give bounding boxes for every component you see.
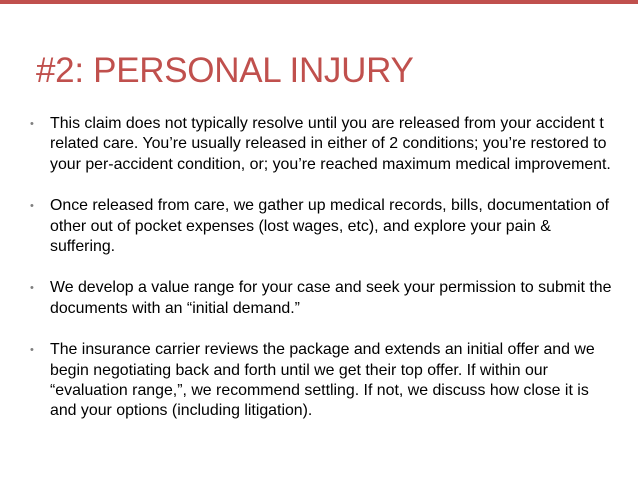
bullet-item-value-range xyxy=(30,278,615,319)
bullet-icon: • xyxy=(30,344,34,357)
bullet-item-release xyxy=(30,114,615,175)
slide-title: #2: PERSONAL INJURY xyxy=(36,51,414,90)
bullet-icon: • xyxy=(30,282,34,295)
bullet-text: Once released from care, we gather up medical records, bills, documentation of other out of pocket expenses (lost wages, etc), and explore your pain & suffering. xyxy=(50,197,610,256)
bullet-list xyxy=(30,114,615,443)
top-accent-bar xyxy=(0,0,638,4)
bullet-text: The insurance carrier reviews the package and extends an initial offer and we begin negotiating back and forth until we get their top offer. If within our “evaluation range,”, we recommend settling. If not, we discuss how close it is and your options (including litigation). xyxy=(50,341,595,420)
bullet-item-gather-records xyxy=(30,196,615,257)
bullet-icon: • xyxy=(30,200,34,213)
bullet-text: This claim does not typically resolve until you are released from your accident t related care. You’re usually released in either of 2 conditions; you’re restored to your per-accident condition, or; you’re reached maximum medical improvement. xyxy=(50,115,611,173)
bullet-text: We develop a value range for your case and seek your permission to submit the documents with an “initial demand.” xyxy=(50,279,612,317)
bullet-item-negotiation xyxy=(30,340,615,422)
bullet-icon: • xyxy=(30,118,34,130)
